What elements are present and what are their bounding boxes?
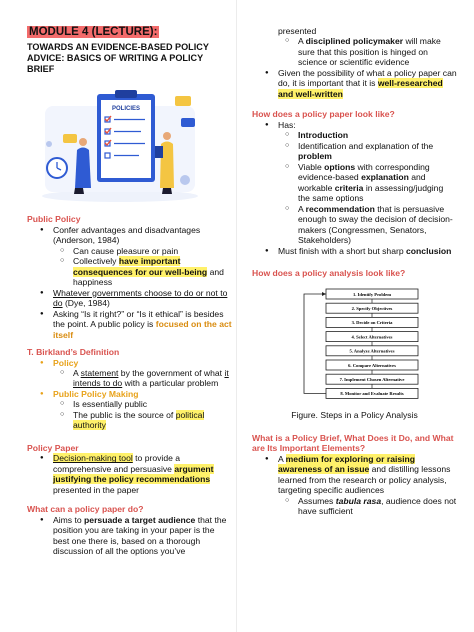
list-item: ● Has: [252,120,457,130]
list-item: ● Must finish with a short but sharp conclusion [252,246,457,256]
step-label: 5. Analyze Alternatives [349,348,395,354]
policy-analysis-steps-figure [284,285,434,405]
list-item: ○ The public is the source of political authority [27,410,232,431]
list-item: ● Aims to persuade a target audience that the position you are taking in your paper is the best one there is, based on a thorough discussion of all the options you’ve [27,515,232,557]
list-item: ● Decision-making tool to provide a comprehensive and persuasive argument justifying the policy recommendations presented in the paper [27,453,232,495]
step-label: 1. Identify Problem [352,291,392,297]
policies-illustration [35,84,205,204]
policy-paper-heading: Policy Paper [27,442,79,453]
list-item: ● Public Policy Making [27,389,232,399]
list-item: ○ Viable options with corresponding evidence-based explanation and workable criteria in assessing/judging the same options [252,162,457,204]
figure-caption: Figure. Steps in a Policy Analysis [291,410,418,421]
list-item: ○ A statement by the government of what it intends to do with a particular problem [27,368,232,389]
public-policy-heading: Public Policy [27,214,81,225]
policy-paper-list [27,453,232,495]
feedback-loop-arrow [304,294,326,393]
public-policy-list [27,225,232,340]
step-label: 7. Implement Chosen Alternative [339,376,405,382]
document-subtitle: TOWARDS AN EVIDENCE-BASED POLICY ADVICE: BASICS OF WRITING A POLICY BRIEF [27,41,209,75]
list-item: ● Asking “Is it right?” or “Is it ethical” is besides the point. A public policy is focused on the act itself [27,309,232,340]
step-label: 4. Select Alternatives [351,334,393,340]
list-item: ○ Identification and explanation of the problem [252,141,457,162]
list-item: ○ Assumes tabula rasa, audience does not have sufficient [252,496,457,517]
birkland-heading: T. Birkland’s Definition [27,347,120,358]
what-can-policy-paper-do-heading: What can a policy paper do? [27,504,144,515]
person-icon [79,138,87,146]
left-column [27,0,232,557]
policy-brief-list [252,454,457,517]
list-item: ● Given the possibility of what a policy paper can do, it is important that it is well-researched and well-written [252,68,457,99]
policy-paper-look-heading: How does a policy paper look like? [252,109,395,120]
list-item: ○ A disciplined policymaker will make sure that this position is hinged on science or scientific evidence [252,36,457,67]
list-item: ○ Is essentially public [27,399,232,409]
module-title: MODULE 4 (LECTURE): [29,26,158,38]
list-item: presented [278,26,317,36]
step-label: 8. Monitor and Evaluate Results [340,390,404,396]
list-item: ● Confer advantages and disadvantages (Anderson, 1984) [27,225,232,246]
list-item: ○ Can cause pleasure or pain [27,246,232,256]
step-label: 3. Decide on Criteria [351,319,393,325]
step-label: 2. Specify Objectives [351,305,393,311]
continued-list [252,26,457,99]
list-item: ○ A recommendation that is persuasive enough to sway the decision of decision-makers (Congressmen, Senators, Stakeholders) [252,204,457,246]
list-item: ● Whatever governments choose to do or not to do (Dye, 1984) [27,288,232,309]
message-icon [175,96,191,106]
policy-paper-look-list [252,120,457,256]
list-item: ● Policy [27,358,232,368]
right-column [252,0,457,517]
list-item: ● A medium for exploring or raising awareness of an issue and distilling lessons learned from the research or policy analysis, targeting specific audiences [252,454,457,496]
column-divider [236,0,237,632]
board-label: POLICIES [111,105,141,112]
list-item: ○ Collectively have important consequences for our well-being and happiness [27,256,232,287]
arrowhead-icon [322,292,326,296]
birkland-list [27,358,232,431]
step-label: 6. Compare Alternatives [348,362,396,368]
policy-brief-heading: What is a Policy Brief, What Does it Do, and What are Its Important Elements? [252,432,454,454]
what-can-do-list [27,515,232,557]
list-item: ○ Introduction [252,130,457,140]
policy-analysis-heading: How does a policy analysis look like? [252,268,406,279]
